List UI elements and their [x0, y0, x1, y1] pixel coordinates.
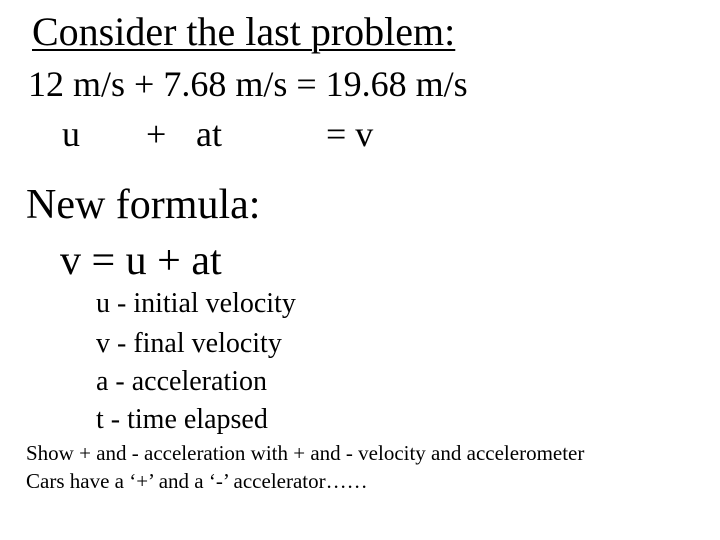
formula: v = u + at	[60, 238, 222, 284]
slide-title: Consider the last problem:	[32, 9, 456, 54]
symbol-equals-v: = v	[326, 114, 374, 154]
symbol-plus: +	[146, 114, 167, 154]
definition-a: a - acceleration	[96, 366, 267, 397]
symbol-u: u	[62, 114, 80, 154]
note-cars-accelerator: Cars have a ‘+’ and a ‘-’ accelerator……	[26, 469, 368, 493]
definition-v: v - final velocity	[96, 328, 282, 359]
definition-u: u - initial velocity	[96, 288, 296, 319]
symbol-at: at	[196, 114, 222, 154]
note-acceleration-demo: Show + and - acceleration with + and - velocity and accelerometer	[26, 441, 585, 465]
definition-t: t - time elapsed	[96, 404, 268, 435]
new-formula-heading: New formula:	[26, 182, 261, 228]
numeric-equation: 12 m/s + 7.68 m/s = 19.68 m/s	[28, 64, 468, 104]
